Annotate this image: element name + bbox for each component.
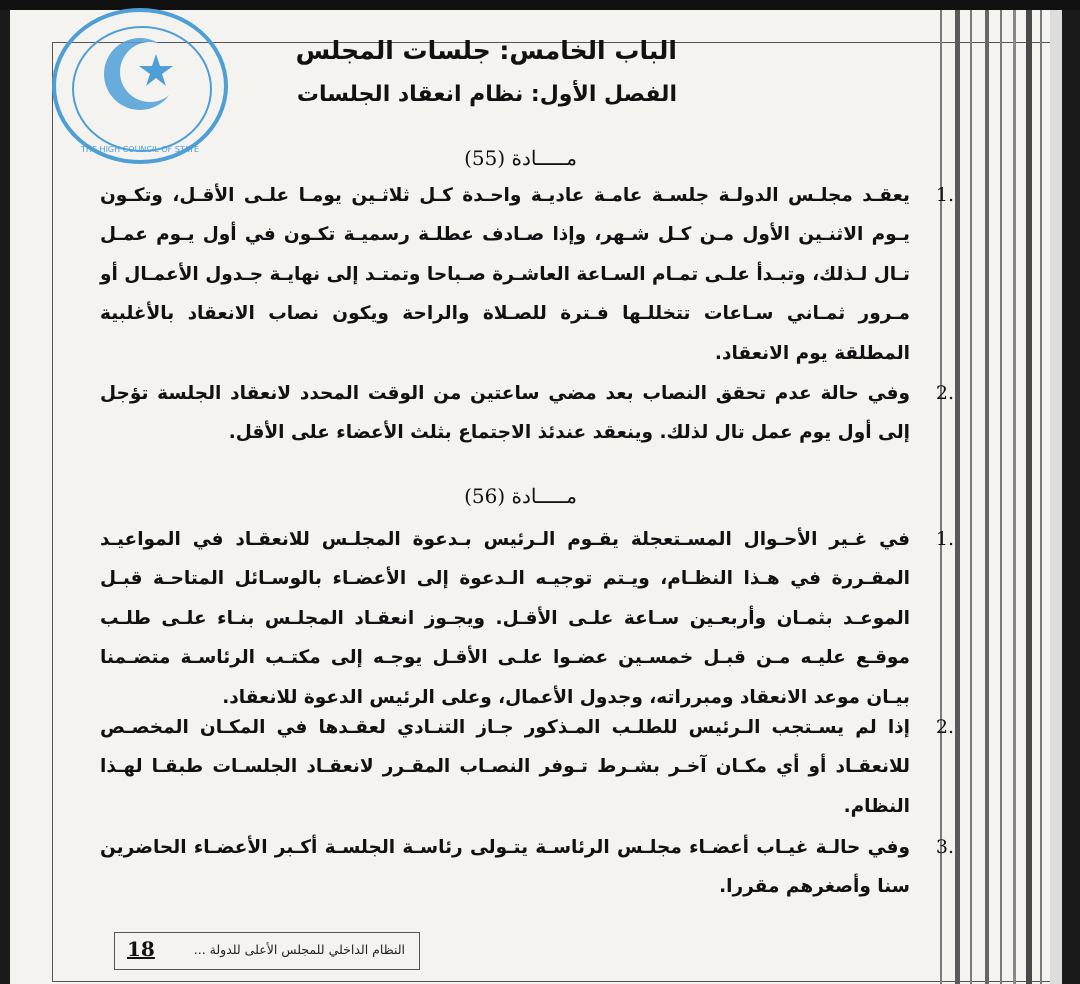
binding-line (985, 10, 989, 984)
binding-line (970, 10, 972, 984)
crescent-star-icon (56, 12, 224, 160)
article-item (100, 374, 954, 453)
item-number: 1. (935, 184, 954, 206)
item-text: وفي حالـة غيـاب أعضـاء مجلـس الرئاسـة يتـولى رئاسـة الجلسـة أكـبر الأعضـاء الحاضرين سنا وأصغرهم مقررا. (100, 837, 910, 898)
top-bar (0, 0, 1080, 10)
chapter-title: الباب الخامس: جلسات المجلس (295, 36, 677, 65)
article-heading: مـــــادة (56) (464, 484, 577, 508)
article-heading: مـــــادة (55) (464, 146, 577, 170)
item-number: 3. (935, 836, 954, 858)
binding-line (1000, 10, 1002, 984)
item-text: وفي حالة عدم تحقق النصاب بعد مضي ساعتين من الوقت المحدد لانعقاد الجلسة تؤجل إلى أول يوم عمل تال لذلك. وينعقد عندئذ الاجتماع بثلث الأعضاء على الأقل. (100, 383, 910, 444)
binding-line (1013, 10, 1016, 984)
stamp-text: THE HIGH COUNCIL OF STATE (81, 145, 199, 154)
article-item (100, 828, 954, 907)
article-item (100, 176, 954, 373)
item-number: 1. (935, 528, 954, 550)
footer-box (114, 932, 420, 970)
footer-caption: النظام الداخلي للمجلس الأعلى للدولة ... (193, 942, 405, 957)
item-text: يعقـد مجلـس الدولـة جلسـة عامـة عاديـة واحـدة كـل ثلاثـين يومـا علـى الأقـل، وتكـون يـوم الاثنـين الأول مـن كـل شـهر، وإذا صـادف عطلـة رسميـة تكـون في أول يـوم عمـل تـال لـذلك، وتبـدأ علـى تمـام السـاعة العاشـرة صـباحا وتمتـد إلى نهايـة جـدول الأعمـال أو مـرور ثمـاني سـاعات تتخللـها فـترة للصـلاة والراحة ويكون نصاب الانعقاد بالأغلبية المطلقة يوم الانعقاد. (100, 185, 910, 364)
item-text: إذا لم يسـتجب الـرئيس للطلـب المـذكور جـاز التنـادي لعقـدها في المكـان المخصـص للانعقـاد أو أي مكـان آخـر بشـرط تـوفر النصـاب المقـرر لانعقـاد الجلسـات طبقـا لهـذا النظام. (100, 717, 910, 817)
binding-edge (1050, 10, 1062, 984)
binding-line (955, 10, 960, 984)
item-number: 2. (935, 382, 954, 404)
binding-line (1040, 10, 1042, 984)
page-number: 18 (127, 937, 155, 961)
article-item (100, 520, 954, 717)
official-stamp (52, 8, 228, 164)
item-number: 2. (935, 716, 954, 738)
binding-line (1026, 10, 1032, 984)
item-text: في غـير الأحـوال المسـتعجلة يقـوم الـرئيس بـدعوة المجلـس للانعقـاد في المواعيـد المقـررة في هـذا النظـام، ويـتم توجيـه الـدعوة إلى الأعضـاء بالوسـائل المتاحـة قبـل الموعـد بثمـان وأربعـين سـاعة علـى الأقـل. ويجـوز انعقـاد المجلـس بنـاء علـى طلـب موقـع عليـه مـن قبـل خمسـين عضـوا علـى الأقـل يوجـه إلى مكتـب الرئاسـة متضـمنا بيـان موعد الانعقاد ومبرراته، وجدول الأعمال، وعلى الرئيس الدعوة للانعقاد. (100, 529, 910, 708)
document-page (10, 10, 1062, 984)
article-item (100, 708, 954, 826)
section-title: الفصل الأول: نظام انعقاد الجلسات (296, 82, 677, 107)
